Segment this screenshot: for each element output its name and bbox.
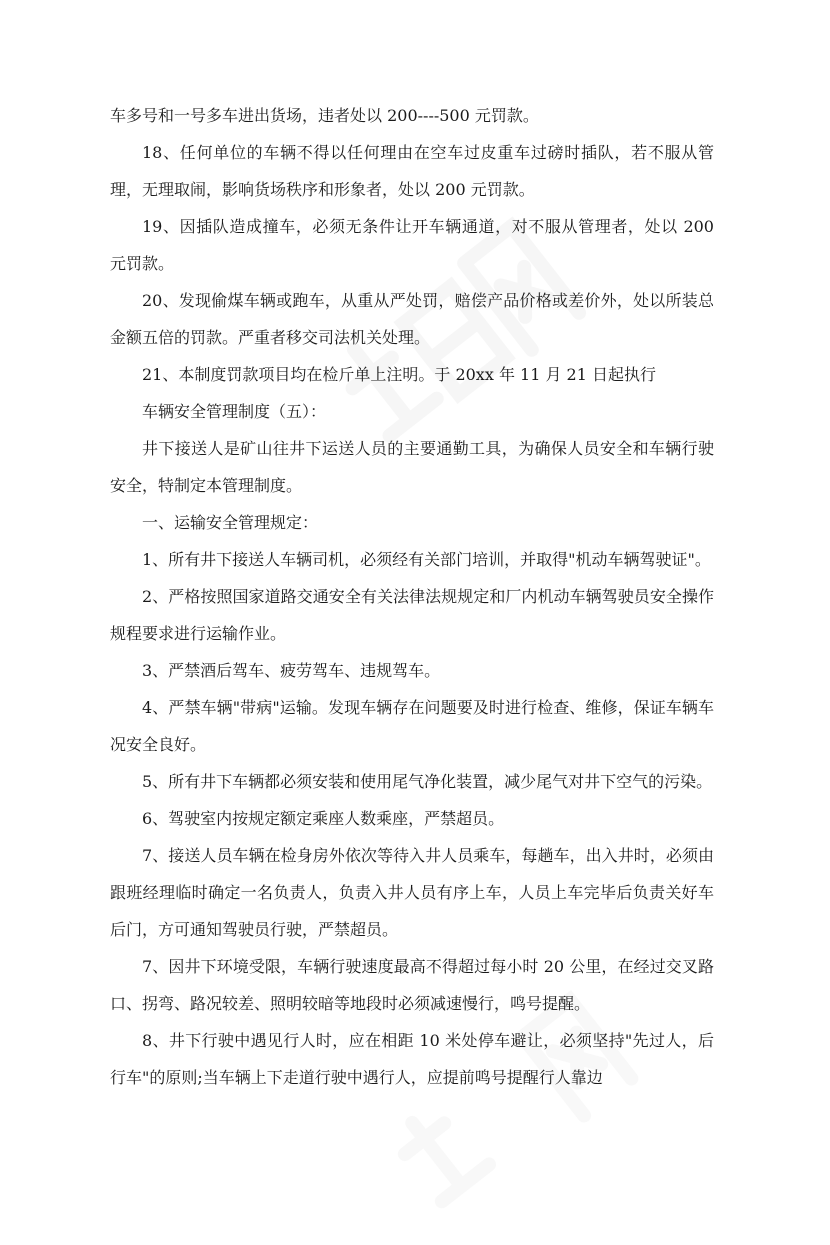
rule-item-2: 2、严格按照国家道路交通安全有关法律法规规定和厂内机动车辆驾驶员安全操作规程要求进行运输作业。 [110,587,714,643]
rule-item-7a: 7、接送人员车辆在检身房外依次等待入井人员乘车，每趟车，出入井时，必须由跟班经理临时确定一名负责人，负责入井人员有序上车，人员上车完毕后负责关好车后门，方可通知驾驶员行驶，严禁超员。 [110,846,714,939]
rule-item-3: 3、严禁酒后驾车、疲劳驾车、违规驾车。 [142,661,441,680]
rule-item-7b: 7、因井下环境受限，车辆行驶速度最高不得超过每小时 20 公里，在经过交叉路口、拐弯、路况较差、照明较暗等地段时必须减速慢行，鸣号提醒。 [110,957,714,1013]
paragraph-intro: 井下接送人是矿山往井下运送人员的主要通勤工具，为确保人员安全和车辆行驶安全，特制定本管理制度。 [110,439,714,495]
document-body [110,97,714,1096]
rule-item-6: 6、驾驶室内按规定额定乘座人数乘座，严禁超员。 [142,809,505,828]
section-title: 车辆安全管理制度（五）： [142,402,327,421]
rule-item-4: 4、严禁车辆"带病"运输。发现车辆存在问题要及时进行检查、维修，保证车辆车况安全良好。 [110,698,714,754]
section-heading: 一、运输安全管理规定： [142,513,319,532]
rule-item-5: 5、所有井下车辆都必须安装和使用尾气净化装置，减少尾气对井下空气的污染。 [142,772,713,791]
paragraph-continued: 车多号和一号多车进出货场，违者处以 200----500 元罚款。 [110,106,539,125]
paragraph-item-19: 19、因插队造成撞车，必须无条件让开车辆通道，对不服从管理者，处以 200 元罚款。 [110,217,714,273]
paragraph-item-21: 21、本制度罚款项目均在检斤单上注明。于 20xx 年 11 月 21 日起执行 [142,365,657,384]
rule-item-8: 8、井下行驶中遇见行人时，应在相距 10 米处停车避让，必须坚持"先过人，后行车"的原则;当车辆上下走道行驶中遇行人，应提前鸣号提醒行人靠边 [110,1031,714,1087]
rule-item-1: 1、所有井下接送人车辆司机，必须经有关部门培训，并取得"机动车辆驾驶证"。 [142,550,711,569]
paragraph-item-18: 18、任何单位的车辆不得以任何理由在空车过皮重车过磅时插队，若不服从管理，无理取闹，影响货场秩序和形象者，处以 200 元罚款。 [110,143,714,199]
paragraph-item-20: 20、发现偷煤车辆或跑车，从重从严处罚，赔偿产品价格或差价外，处以所装总金额五倍的罚款。严重者移交司法机关处理。 [110,291,714,347]
